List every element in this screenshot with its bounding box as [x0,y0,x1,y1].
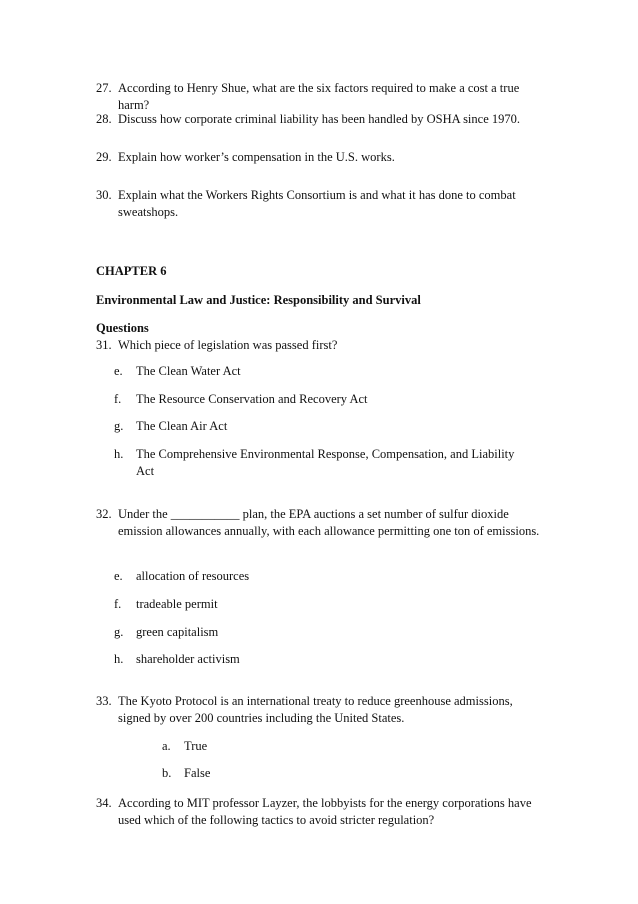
question-number: 27. [96,81,112,95]
question-number: 28. [96,112,112,126]
question-32 [96,506,546,540]
question-number: 31. [96,338,112,352]
option-text: green capitalism [136,625,219,639]
option-letter: g. [114,419,124,433]
option-33-b [162,765,362,782]
question-number: 29. [96,150,112,164]
question-number: 32. [96,507,112,521]
question-number: 30. [96,188,112,202]
option-32-h [114,651,534,668]
question-text: According to Henry Shue, what are the six factors required to make a cost a true harm? [118,81,520,112]
option-letter: e. [114,364,123,378]
option-text: The Clean Air Act [136,419,228,433]
question-text: According to MIT professor Layzer, the lobbyists for the energy corporations have used which of the following tactics to avoid stricter regulation? [118,796,532,827]
option-text: The Comprehensive Environmental Response, Compensation, and Liability Act [136,447,515,478]
option-32-f [114,596,534,613]
option-text: shareholder activism [136,652,240,666]
question-28 [96,111,546,128]
option-letter: h. [114,652,124,666]
option-letter: f. [114,597,122,611]
question-text: Explain how worker’s compensation in the U.S. works. [118,150,395,164]
question-30 [96,187,546,221]
questions-label: Questions [96,321,149,335]
option-31-h [114,446,534,480]
option-31-f [114,391,534,408]
option-text: tradeable permit [136,597,218,611]
question-text: Explain what the Workers Rights Consortium is and what it has done to combat sweatshops. [118,188,516,219]
option-33-a [162,738,362,755]
question-text: Under the ___________ plan, the EPA auctions a set number of sulfur dioxide emission allowances annually, with each allowance permitting one ton of emissions. [118,507,540,538]
chapter-title: Environmental Law and Justice: Responsibility and Survival [96,293,421,307]
option-letter: f. [114,392,122,406]
option-text: True [184,739,208,753]
option-letter: g. [114,625,124,639]
option-text: allocation of resources [136,569,250,583]
question-number: 33. [96,694,112,708]
option-32-e [114,568,534,585]
option-letter: e. [114,569,123,583]
option-text: The Resource Conservation and Recovery Act [136,392,368,406]
option-32-g [114,624,534,641]
question-text: Which piece of legislation was passed first? [118,338,338,352]
option-letter: b. [162,766,172,780]
question-34 [96,795,546,829]
option-text: False [184,766,211,780]
question-27 [96,80,546,114]
chapter-heading: CHAPTER 6 [96,264,167,278]
question-number: 34. [96,796,112,810]
question-text: Discuss how corporate criminal liability has been handled by OSHA since 1970. [118,112,521,126]
option-31-g [114,418,534,435]
option-letter: a. [162,739,171,753]
question-text: The Kyoto Protocol is an international treaty to reduce greenhouse admissions, signed by over 200 countries including the United States. [118,694,513,725]
option-letter: h. [114,447,124,461]
question-33 [96,693,546,727]
option-31-e [114,363,534,380]
question-31 [96,337,546,354]
question-29 [96,149,546,166]
option-text: The Clean Water Act [136,364,241,378]
